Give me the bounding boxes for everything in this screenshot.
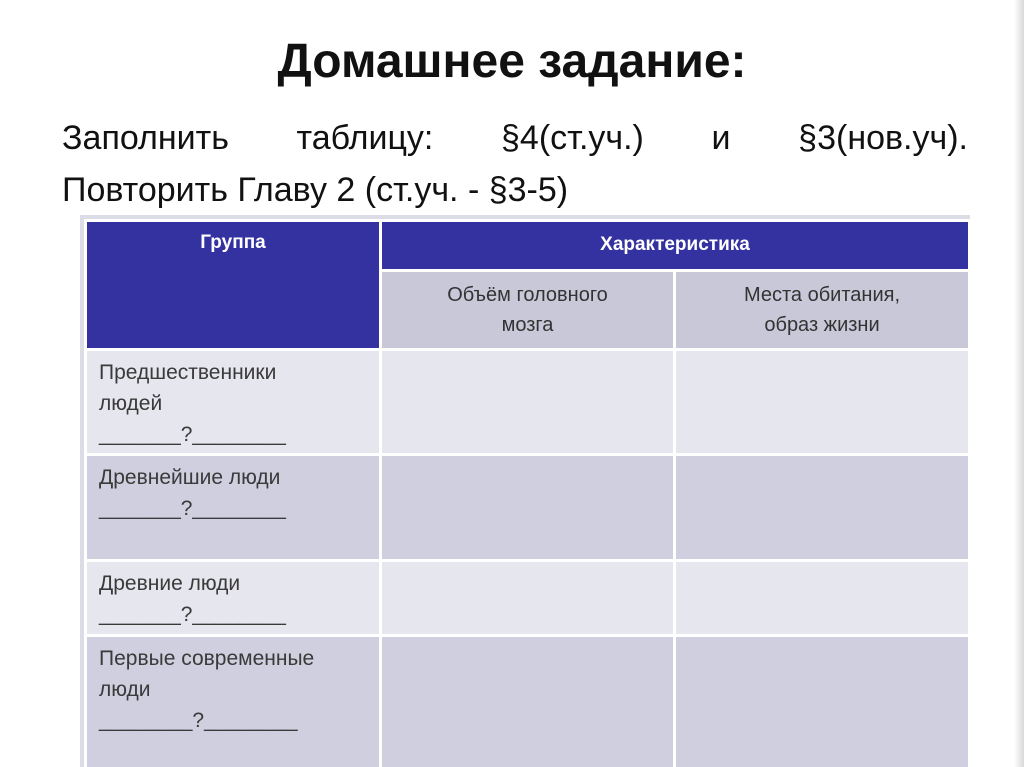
row-label-ancient	[86, 561, 381, 636]
row-blank-line: _______?________	[99, 497, 286, 520]
slide-title: Домашнее задание:	[277, 35, 747, 88]
row-label-line: Древние люди	[99, 572, 241, 595]
header-characteristic: Характеристика	[381, 221, 970, 271]
cell-habitat-first-modern[interactable]	[675, 636, 970, 767]
table-row-ancient	[86, 561, 970, 636]
subheader-brain-volume	[381, 270, 675, 349]
row-label-line: Предшественники	[99, 361, 277, 384]
cell-brain-first-modern[interactable]	[381, 636, 675, 767]
instruction-line-repeat-chapter: Повторить Главу 2 (ст.уч. - §3-5)	[62, 171, 569, 209]
cell-brain-ancient-most[interactable]	[381, 455, 675, 561]
subheader-habitat-line1: Места обитания,	[743, 283, 901, 306]
homework-table-container	[80, 215, 970, 767]
table-row-ancient-most	[86, 455, 970, 561]
table-row-predecessors	[86, 350, 970, 455]
row-label-line: Первые современные	[99, 647, 315, 670]
row-label-first-modern	[86, 636, 381, 767]
row-label-line: люди	[99, 678, 151, 701]
subheader-brain-line1: Объём головного	[447, 283, 608, 306]
row-blank-line: ________?________	[99, 709, 298, 732]
subheader-habitat	[675, 270, 970, 349]
homework-table	[84, 219, 970, 767]
row-label-line: людей	[99, 392, 163, 415]
row-blank-line: _______?________	[99, 603, 286, 626]
instruction-line-fill-table: Заполнить таблицу: §4(ст.уч.) и §3(нов.уч).	[62, 119, 968, 157]
cell-habitat-ancient[interactable]	[675, 561, 970, 636]
table-row-first-modern	[86, 636, 970, 767]
homework-instructions	[62, 112, 968, 216]
cell-habitat-predecessors[interactable]	[675, 350, 970, 455]
header-group: Группа	[86, 221, 381, 350]
cell-brain-predecessors[interactable]	[381, 350, 675, 455]
cell-brain-ancient[interactable]	[381, 561, 675, 636]
slide-edge-shadow	[1014, 0, 1024, 767]
cell-habitat-ancient-most[interactable]	[675, 455, 970, 561]
subheader-brain-line2: мозга	[501, 313, 554, 336]
row-blank-line: _______?________	[99, 423, 286, 446]
row-label-predecessors	[86, 350, 381, 455]
row-label-line: Древнейшие люди	[99, 466, 281, 489]
row-label-ancient-most	[86, 455, 381, 561]
subheader-habitat-line2: образ жизни	[764, 313, 880, 336]
